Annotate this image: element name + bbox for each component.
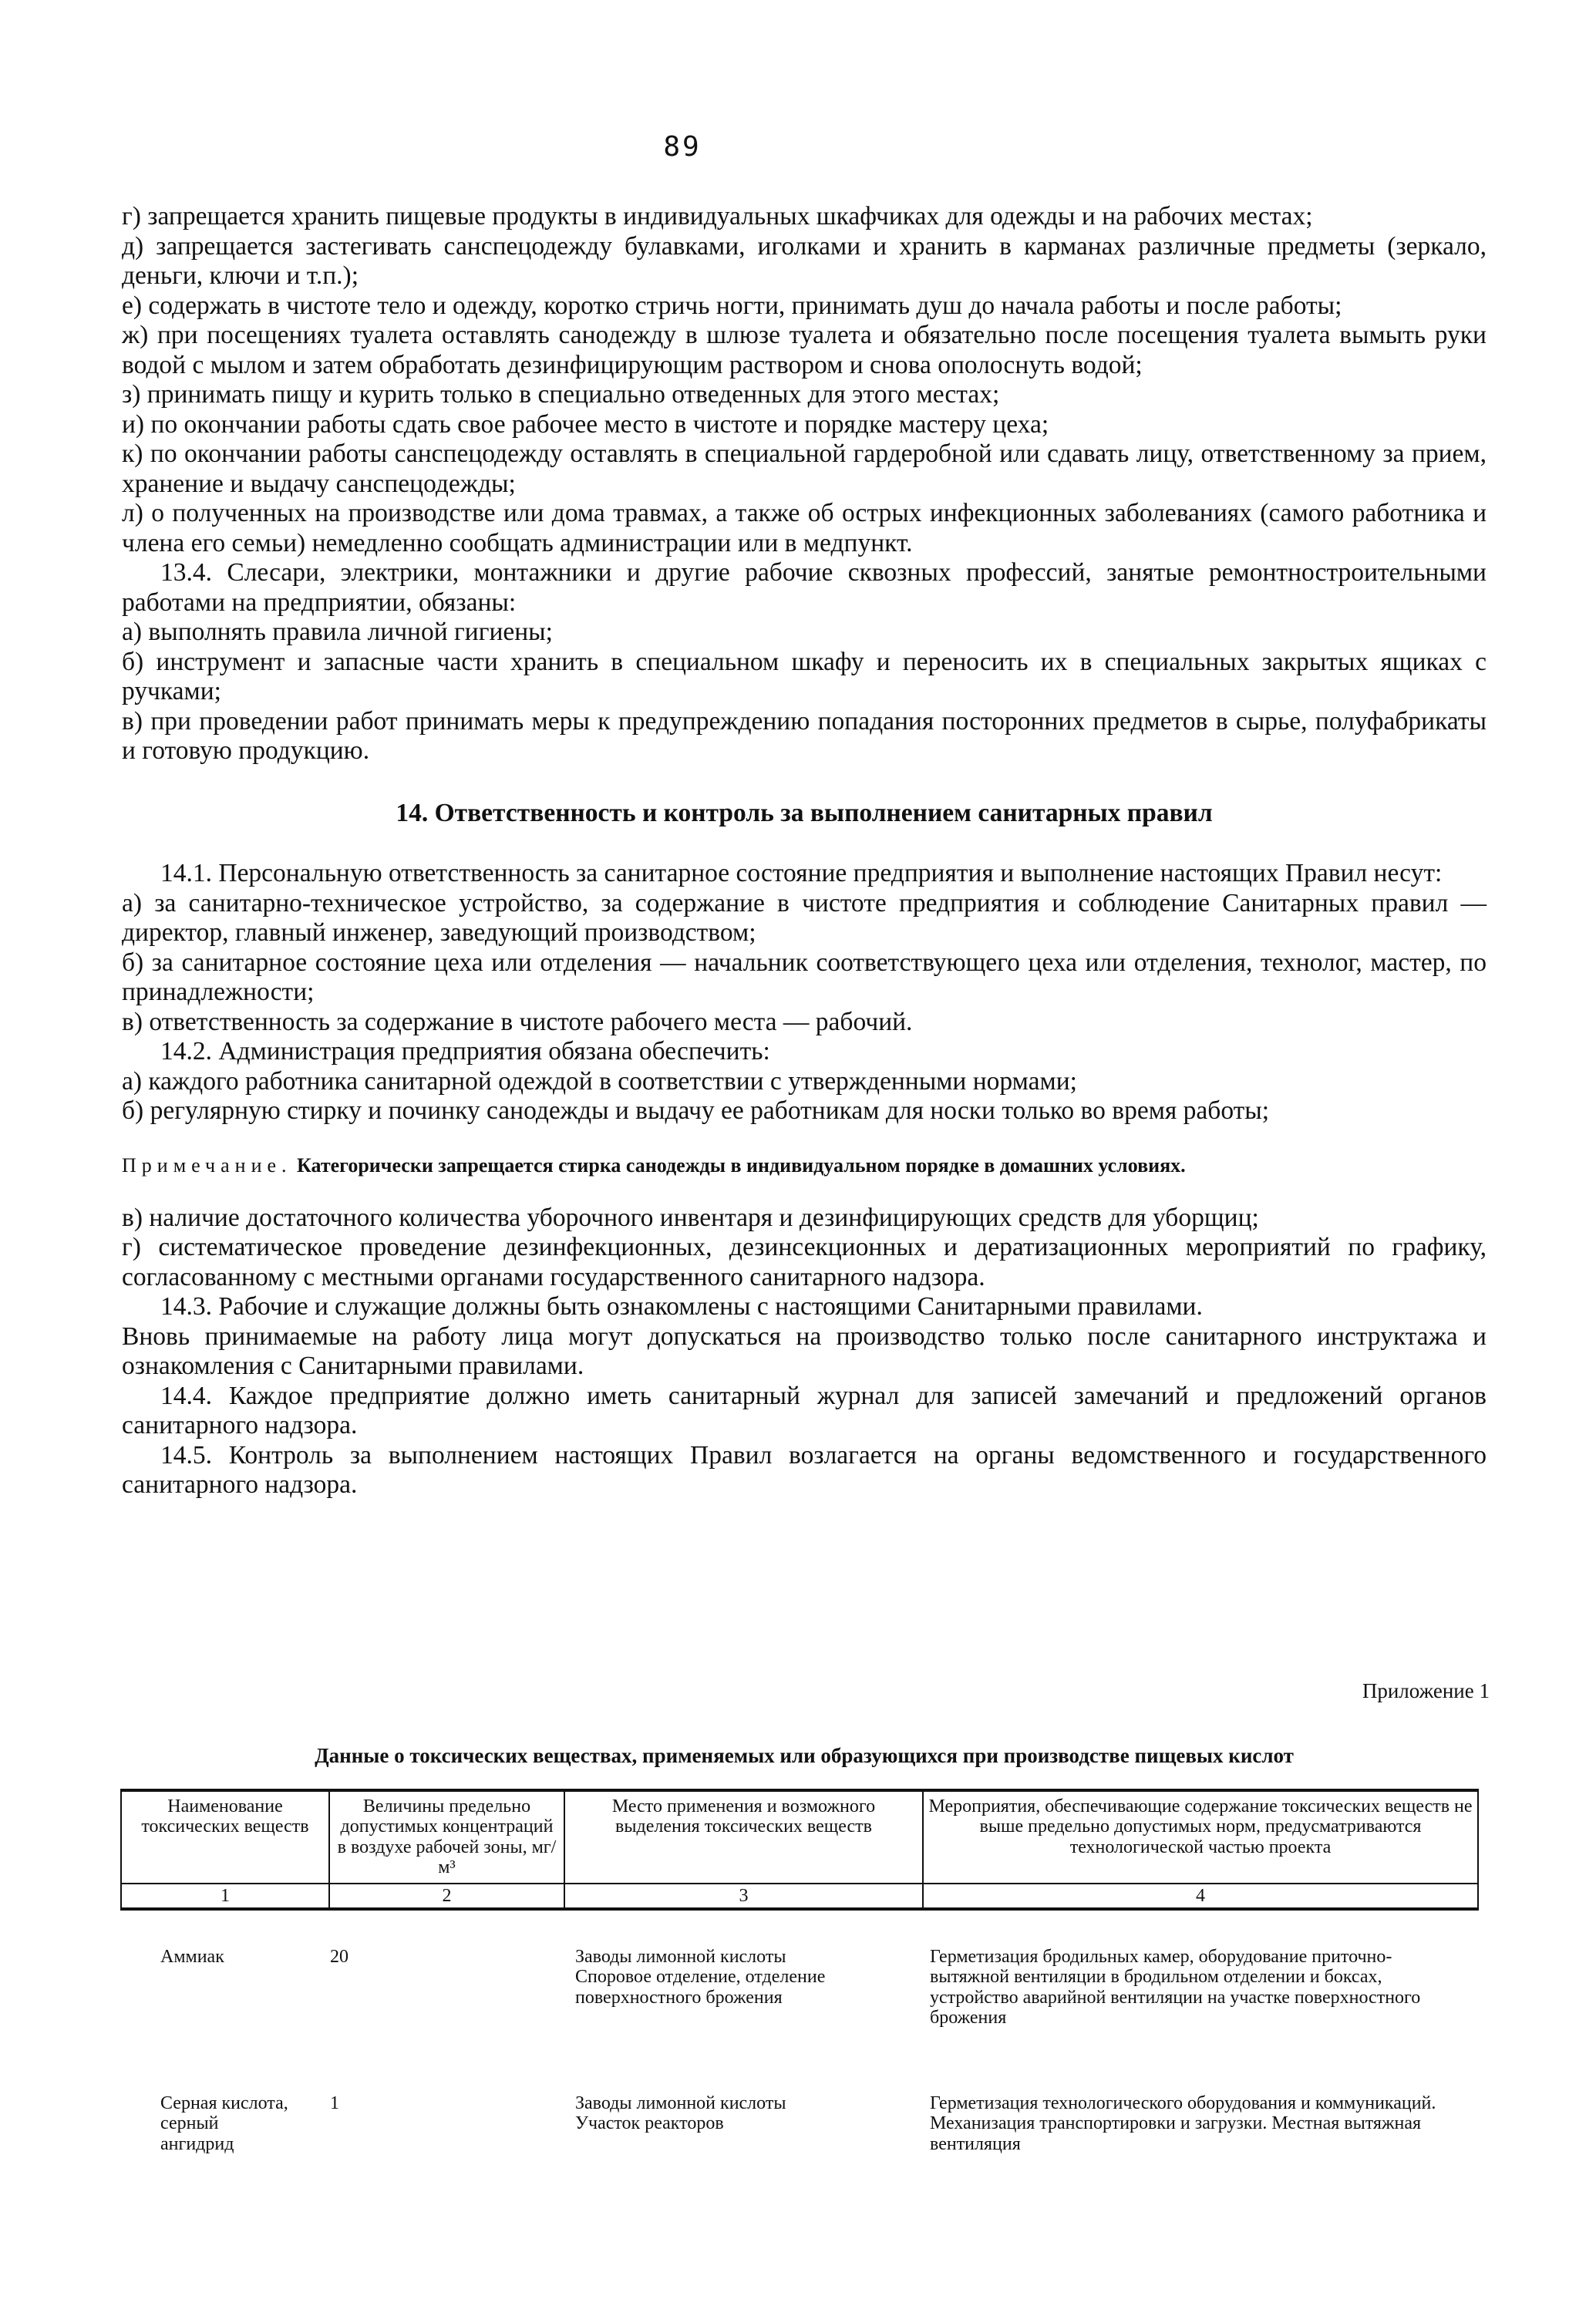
paragraph: к) по окончании работы санспецодежду оставлять в специальной гардеробной или сдавать лицу, ответственному за прием, хранение и выдачу санспецодежды; xyxy=(122,439,1487,498)
column-header: Мероприятия, обеспечивающие содержание токсических веществ не выше предельно допустимых норм, предусматриваются технологической частью проекта xyxy=(923,1790,1478,1884)
column-number: 1 xyxy=(121,1884,329,1909)
paragraph: а) выполнять правила личной гигиены; xyxy=(122,618,553,647)
paragraphs-block-c xyxy=(122,1204,1487,1500)
table-body xyxy=(120,1947,1479,2186)
section-title: 14. Ответственность и контроль за выполнением санитарных правил xyxy=(396,798,1213,827)
place-line: Споровое отделение, отделение поверхностного брожения xyxy=(575,1967,826,2008)
column-number-row xyxy=(121,1884,1478,1909)
paragraph: е) содержать в чистоте тело и одежду, коротко стричь ногти, принимать душ до начала работы и после работы; xyxy=(122,291,1342,320)
column-number: 2 xyxy=(329,1884,564,1909)
column-number: 4 xyxy=(923,1884,1478,1909)
paragraph: 13.4. Слесари, электрики, монтажники и другие рабочие сквозных профессий, занятые ремонтностроительными работами на предприятии, обязаны: xyxy=(122,558,1487,617)
paragraph: 14.4. Каждое предприятие должно иметь санитарный журнал для записей замечаний и предложений органов санитарного надзора. xyxy=(122,1381,1487,1440)
paragraph: и) по окончании работы сдать свое рабочее место в чистоте и порядке мастеру цеха; xyxy=(122,409,1049,439)
paragraph: 14.5. Контроль за выполнением настоящих Правил возлагается на органы ведомственного и государственного санитарного надзора. xyxy=(122,1440,1487,1500)
appendix-label: Приложение 1 xyxy=(1362,1679,1490,1702)
note-text: Категорически запрещается стирка санодежды в индивидуальном порядке в домашних условиях. xyxy=(291,1153,1186,1177)
paragraph: в) наличие достаточного количества уборочного инвентаря и дезинфицирующих средств для уборщиц; xyxy=(122,1203,1259,1232)
paragraph: б) за санитарное состояние цеха или отделения — начальник соответствующего цеха или отделения, технолог, мастер, по принадлежности; xyxy=(122,948,1487,1007)
place-cell xyxy=(575,1947,914,2008)
place-line: Участок реакторов xyxy=(575,2113,724,2134)
paragraph: д) запрещается застегивать санспецодежду булавками, иголками и хранить в карманах различные предметы (зеркало, деньги, ключи и т.п.); xyxy=(122,231,1487,291)
place-line: Заводы лимонной кислоты xyxy=(575,2093,786,2113)
pdk-value: 20 xyxy=(330,1947,348,1967)
column-number: 3 xyxy=(564,1884,923,1909)
place-cell xyxy=(575,2093,914,2134)
paragraph: 14.2. Администрация предприятия обязана обеспечить: xyxy=(160,1037,770,1066)
paragraph: б) инструмент и запасные части хранить в специальном шкафу и переносить их в специальных закрытых ящиках с ручками; xyxy=(122,647,1487,706)
table-row xyxy=(120,2093,1479,2186)
paragraphs-block-a xyxy=(122,202,1487,766)
pdk-value: 1 xyxy=(330,2093,339,2113)
column-header: Наименование токсических веществ xyxy=(121,1790,329,1884)
paragraph: б) регулярную стирку и починку санодежды и выдачу ее работникам для носки только во время работы; xyxy=(122,1096,1270,1126)
paragraph: г) систематическое проведение дезинфекционных, дезинсекционных и дератизационных мероприятий по графику, согласованному с местными органами государственного санитарного надзора. xyxy=(122,1233,1487,1291)
page-number: 89 xyxy=(663,131,702,163)
paragraph: а) каждого работника санитарной одеждой в соответствии с утвержденными нормами; xyxy=(122,1066,1077,1096)
measures-cell: Герметизация бродильных камер, оборудование приточно-вытяжной вентиляции в бродильном отделении и боксах, устройство аварийной вентиляции на участке поверхностного брожения xyxy=(930,1947,1421,2029)
note xyxy=(122,1154,1487,1177)
note-label: Примечание. xyxy=(122,1153,292,1177)
paragraph: Вновь принимаемые на работу лица могут допускаться на производство только после санитарного инструктажа и ознакомления с Санитарными правилами. xyxy=(122,1321,1487,1381)
toxic-substances-table xyxy=(120,1789,1479,1911)
column-header: Величины предельно допустимых концентраций в воздухе рабочей зоны, мг/м³ xyxy=(329,1790,564,1884)
paragraphs-block-b xyxy=(122,859,1487,1126)
paragraph: 14.1. Персональную ответственность за санитарное состояние предприятия и выполнение настоящих Правил несут: xyxy=(160,859,1443,888)
document-body xyxy=(122,202,1487,1500)
paragraph: в) ответственность за содержание в чистоте рабочего места — рабочий. xyxy=(122,1007,913,1036)
table-caption: Данные о токсических веществах, применяемых или образующихся при производстве пищевых кислот xyxy=(315,1744,1294,1767)
paragraph: з) принимать пищу и курить только в специально отведенных для этого местах; xyxy=(122,380,1000,409)
table-row xyxy=(120,1947,1479,2093)
table-header-row xyxy=(121,1790,1478,1884)
paragraph: г) запрещается хранить пищевые продукты в индивидуальных шкафчиках для одежды и на рабочих местах; xyxy=(122,202,1313,231)
substance-name: Аммиак xyxy=(160,1947,224,1967)
paragraph: л) о полученных на производстве или дома травмах, а также об острых инфекционных заболеваниях (самого работника и члена его семьи) немедленно сообщать администрации или в медпункт. xyxy=(122,499,1487,557)
paragraph: ж) при посещениях туалета оставлять санодежду в шлюзе туалета и обязательно после посещения туалета вымыть руки водой с мылом и затем обработать дезинфицирующим раствором и снова ополоснуть водой; xyxy=(122,321,1487,379)
substance-name: Серная кислота, серный ангидрид xyxy=(160,2093,288,2154)
paragraph: 14.3. Рабочие и служащие должны быть ознакомлены с настоящими Санитарными правилами. xyxy=(160,1292,1203,1321)
column-header: Место применения и возможного выделения токсических веществ xyxy=(564,1790,923,1884)
measures-cell: Герметизация технологического оборудования и коммуникаций. Механизация транспортировки и загрузки. Местная вытяжная вентиляция xyxy=(930,2093,1436,2154)
paragraph: в) при проведении работ принимать меры к предупреждению попадания посторонних предметов в сырье, полуфабрикаты и готовую продукцию. xyxy=(122,706,1487,766)
paragraph: а) за санитарно-техническое устройство, за содержание в чистоте предприятия и соблюдение Санитарных правил — директор, главный инженер, заведующий производством; xyxy=(122,888,1487,948)
place-line: Заводы лимонной кислоты xyxy=(575,1947,786,1967)
